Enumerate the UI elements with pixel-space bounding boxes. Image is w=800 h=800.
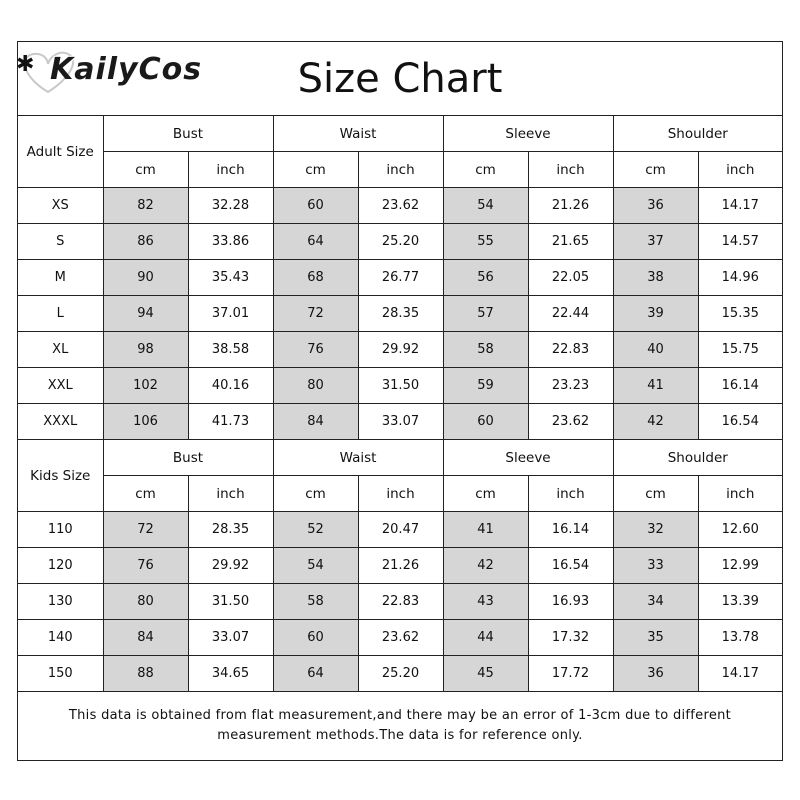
table-cell: 22.83 [358, 584, 443, 620]
table-cell: 37 [613, 224, 698, 260]
table-cell: 29.92 [358, 332, 443, 368]
table-cell: 14.57 [698, 224, 782, 260]
table-cell: 17.72 [528, 656, 613, 692]
table-cell: 98 [103, 332, 188, 368]
table-cell: 12.99 [698, 548, 782, 584]
table-cell: 34.65 [188, 656, 273, 692]
footnote [18, 691, 782, 761]
table-cell: 58 [273, 584, 358, 620]
table-cell: 13.78 [698, 620, 782, 656]
table-cell: 28.35 [188, 512, 273, 548]
table-row [18, 656, 782, 692]
unit-header: inch [528, 152, 613, 188]
unit-header: inch [698, 476, 782, 512]
measure-header: Shoulder [613, 116, 782, 152]
table-row [18, 584, 782, 620]
table-cell: 80 [273, 368, 358, 404]
unit-header: cm [443, 476, 528, 512]
table-cell: 33 [613, 548, 698, 584]
table-cell: 37.01 [188, 296, 273, 332]
table-cell: 31.50 [188, 584, 273, 620]
table-cell: 56 [443, 260, 528, 296]
table-cell: 40 [613, 332, 698, 368]
table-cell: 40.16 [188, 368, 273, 404]
measure-header: Bust [103, 116, 273, 152]
table-cell: 84 [273, 404, 358, 440]
table-row [18, 296, 782, 332]
table-cell: 28.35 [358, 296, 443, 332]
table-cell: 44 [443, 620, 528, 656]
table-cell: 72 [103, 512, 188, 548]
table-cell: 17.32 [528, 620, 613, 656]
table-cell: 41.73 [188, 404, 273, 440]
table-cell: 25.20 [358, 656, 443, 692]
table-cell: 35 [613, 620, 698, 656]
table-cell: 32.28 [188, 188, 273, 224]
table-cell: 106 [103, 404, 188, 440]
table-row [18, 404, 782, 440]
size-label: S [18, 224, 103, 260]
table-row [18, 224, 782, 260]
adult-header-row [18, 116, 782, 152]
size-chart-frame [17, 41, 783, 761]
table-cell: 16.14 [698, 368, 782, 404]
unit-header: inch [188, 476, 273, 512]
size-label: L [18, 296, 103, 332]
table-row [18, 368, 782, 404]
table-cell: 90 [103, 260, 188, 296]
table-cell: 35.43 [188, 260, 273, 296]
size-label: XL [18, 332, 103, 368]
table-row [18, 260, 782, 296]
size-label: XXXL [18, 404, 103, 440]
table-cell: 14.17 [698, 188, 782, 224]
table-cell: 57 [443, 296, 528, 332]
table-cell: 94 [103, 296, 188, 332]
size-label: 140 [18, 620, 103, 656]
table-cell: 43 [443, 584, 528, 620]
table-cell: 34 [613, 584, 698, 620]
table-cell: 41 [613, 368, 698, 404]
table-cell: 14.96 [698, 260, 782, 296]
table-cell: 16.93 [528, 584, 613, 620]
table-cell: 54 [443, 188, 528, 224]
table-cell: 84 [103, 620, 188, 656]
size-label: M [18, 260, 103, 296]
star-icon: ✱ [16, 52, 35, 77]
unit-header: inch [528, 476, 613, 512]
table-cell: 42 [443, 548, 528, 584]
table-cell: 45 [443, 656, 528, 692]
table-cell: 39 [613, 296, 698, 332]
size-label: 150 [18, 656, 103, 692]
table-cell: 23.62 [528, 404, 613, 440]
table-cell: 15.35 [698, 296, 782, 332]
size-label: 120 [18, 548, 103, 584]
table-cell: 22.44 [528, 296, 613, 332]
measure-header: Sleeve [443, 116, 613, 152]
table-cell: 13.39 [698, 584, 782, 620]
table-cell: 14.17 [698, 656, 782, 692]
table-cell: 36 [613, 656, 698, 692]
size-label: 110 [18, 512, 103, 548]
table-cell: 82 [103, 188, 188, 224]
table-cell: 20.47 [358, 512, 443, 548]
table-cell: 23.62 [358, 620, 443, 656]
table-cell: 32 [613, 512, 698, 548]
table-cell: 15.75 [698, 332, 782, 368]
unit-header: inch [358, 152, 443, 188]
footnote-text: This data is obtained from flat measurement,and there may be an error of 1-3cm due to different measurement methods.The data is for reference only. [68, 708, 732, 743]
unit-header: cm [613, 152, 698, 188]
table-cell: 41 [443, 512, 528, 548]
unit-header: cm [273, 476, 358, 512]
size-table [18, 116, 782, 692]
unit-header: inch [358, 476, 443, 512]
table-row [18, 620, 782, 656]
measure-header: Sleeve [443, 440, 613, 476]
adult-size-header: Adult Size [18, 116, 103, 188]
table-cell: 33.86 [188, 224, 273, 260]
size-label: 130 [18, 584, 103, 620]
table-cell: 80 [103, 584, 188, 620]
table-cell: 76 [103, 548, 188, 584]
table-cell: 60 [273, 188, 358, 224]
table-cell: 64 [273, 656, 358, 692]
table-cell: 22.83 [528, 332, 613, 368]
table-cell: 33.07 [358, 404, 443, 440]
table-cell: 16.14 [528, 512, 613, 548]
unit-header: cm [103, 476, 188, 512]
brand-name: KailyCos [50, 52, 203, 87]
unit-header: cm [273, 152, 358, 188]
table-row [18, 332, 782, 368]
measure-header: Waist [273, 116, 443, 152]
table-cell: 26.77 [358, 260, 443, 296]
table-cell: 25.20 [358, 224, 443, 260]
table-cell: 33.07 [188, 620, 273, 656]
table-cell: 60 [443, 404, 528, 440]
table-cell: 88 [103, 656, 188, 692]
table-cell: 12.60 [698, 512, 782, 548]
table-cell: 21.65 [528, 224, 613, 260]
table-cell: 54 [273, 548, 358, 584]
table-cell: 21.26 [358, 548, 443, 584]
table-cell: 52 [273, 512, 358, 548]
unit-header: cm [103, 152, 188, 188]
table-cell: 38 [613, 260, 698, 296]
table-cell: 31.50 [358, 368, 443, 404]
table-cell: 21.26 [528, 188, 613, 224]
page-title: Size Chart [18, 42, 782, 116]
unit-header: cm [443, 152, 528, 188]
table-cell: 16.54 [528, 548, 613, 584]
table-cell: 38.58 [188, 332, 273, 368]
table-row [18, 512, 782, 548]
table-cell: 29.92 [188, 548, 273, 584]
unit-header: inch [188, 152, 273, 188]
table-cell: 58 [443, 332, 528, 368]
measure-header: Waist [273, 440, 443, 476]
table-cell: 36 [613, 188, 698, 224]
size-label: XXL [18, 368, 103, 404]
table-cell: 86 [103, 224, 188, 260]
kids-header-row [18, 440, 782, 476]
table-cell: 60 [273, 620, 358, 656]
kids-unit-row [18, 476, 782, 512]
table-cell: 64 [273, 224, 358, 260]
adult-unit-row [18, 152, 782, 188]
kids-size-header: Kids Size [18, 440, 103, 512]
table-row [18, 548, 782, 584]
table-cell: 68 [273, 260, 358, 296]
table-cell: 23.62 [358, 188, 443, 224]
table-cell: 59 [443, 368, 528, 404]
unit-header: inch [698, 152, 782, 188]
table-cell: 55 [443, 224, 528, 260]
table-cell: 16.54 [698, 404, 782, 440]
table-row [18, 188, 782, 224]
unit-header: cm [613, 476, 698, 512]
table-cell: 22.05 [528, 260, 613, 296]
measure-header: Bust [103, 440, 273, 476]
table-cell: 102 [103, 368, 188, 404]
table-cell: 76 [273, 332, 358, 368]
size-label: XS [18, 188, 103, 224]
table-cell: 72 [273, 296, 358, 332]
table-cell: 23.23 [528, 368, 613, 404]
measure-header: Shoulder [613, 440, 782, 476]
table-cell: 42 [613, 404, 698, 440]
